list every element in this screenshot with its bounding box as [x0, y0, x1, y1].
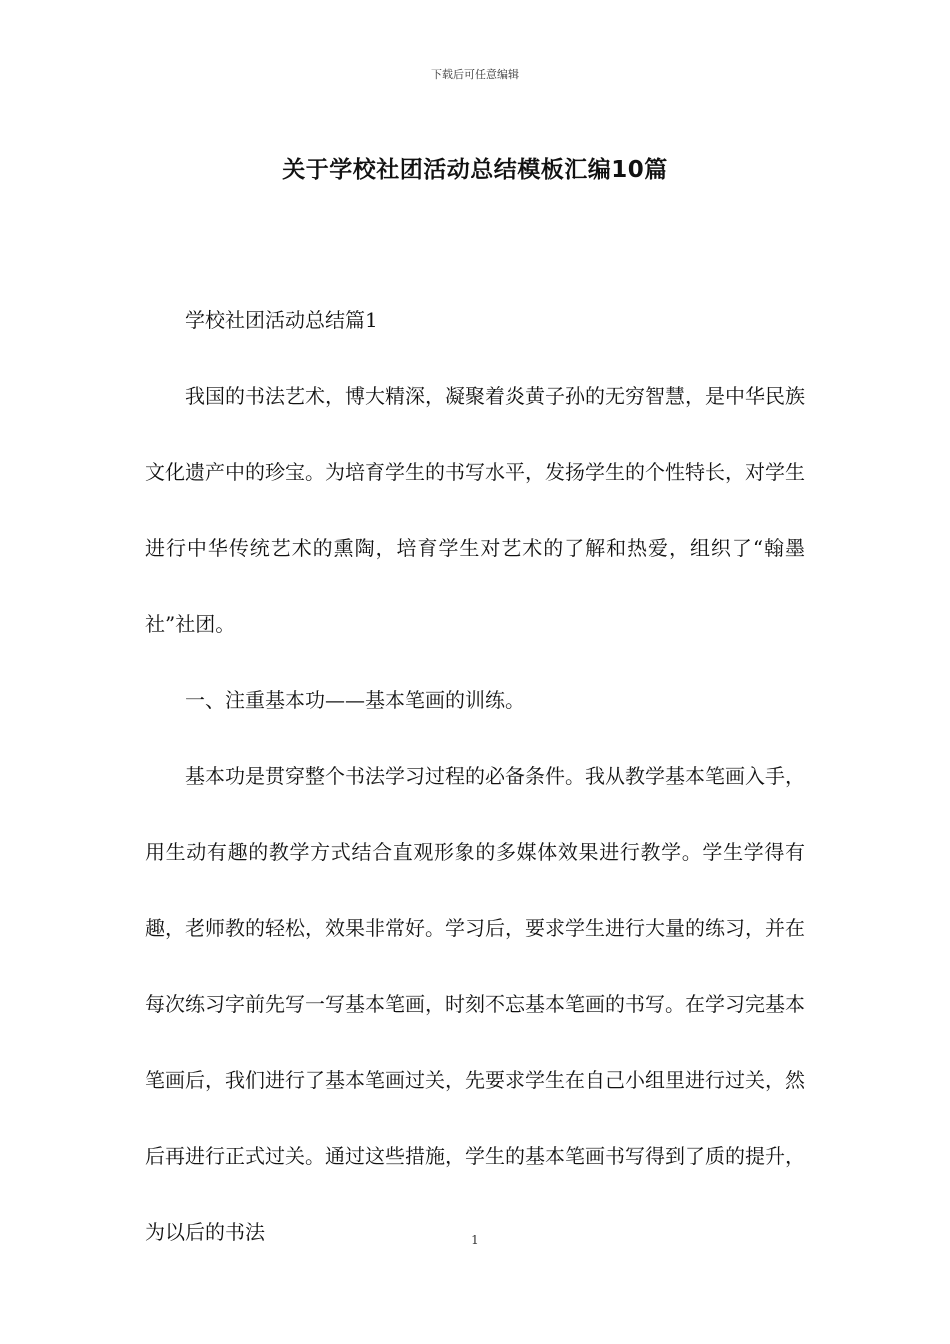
document-title: 关于学校社团活动总结模板汇编10篇 [282, 157, 668, 183]
section-heading: 学校社团活动总结篇1 [185, 308, 378, 332]
header-note: 下载后可任意编辑 [431, 68, 519, 81]
page-number: 1 [471, 1233, 479, 1247]
subheading-basics: 一、注重基本功——基本笔画的训练。 [185, 688, 525, 712]
paragraph-intro: 我国的书法艺术，博大精深，凝聚着炎黄子孙的无穷智慧，是中华民族文化遗产中的珍宝。为培育学生的书写水平，发扬学生的个性特长，对学生进行中华传统艺术的熏陶，培育学生对艺术的了解和热爱，组织了“翰墨社”社团。 [145, 384, 805, 636]
document-body [145, 282, 805, 1270]
paragraph-basics: 基本功是贯穿整个书法学习过程的必备条件。我从教学基本笔画入手，用生动有趣的教学方式结合直观形象的多媒体效果进行教学。学生学得有趣，老师教的轻松，效果非常好。学习后，要求学生进行大量的练习，并在每次练习字前先写一写基本笔画，时刻不忘基本笔画的书写。在学习完基本笔画后，我们进行了基本笔画过关，先要求学生在自己小组里进行过关，然后再进行正式过关。通过这些措施，学生的基本笔画书写得到了质的提升，为以后的书法 [145, 764, 805, 1244]
